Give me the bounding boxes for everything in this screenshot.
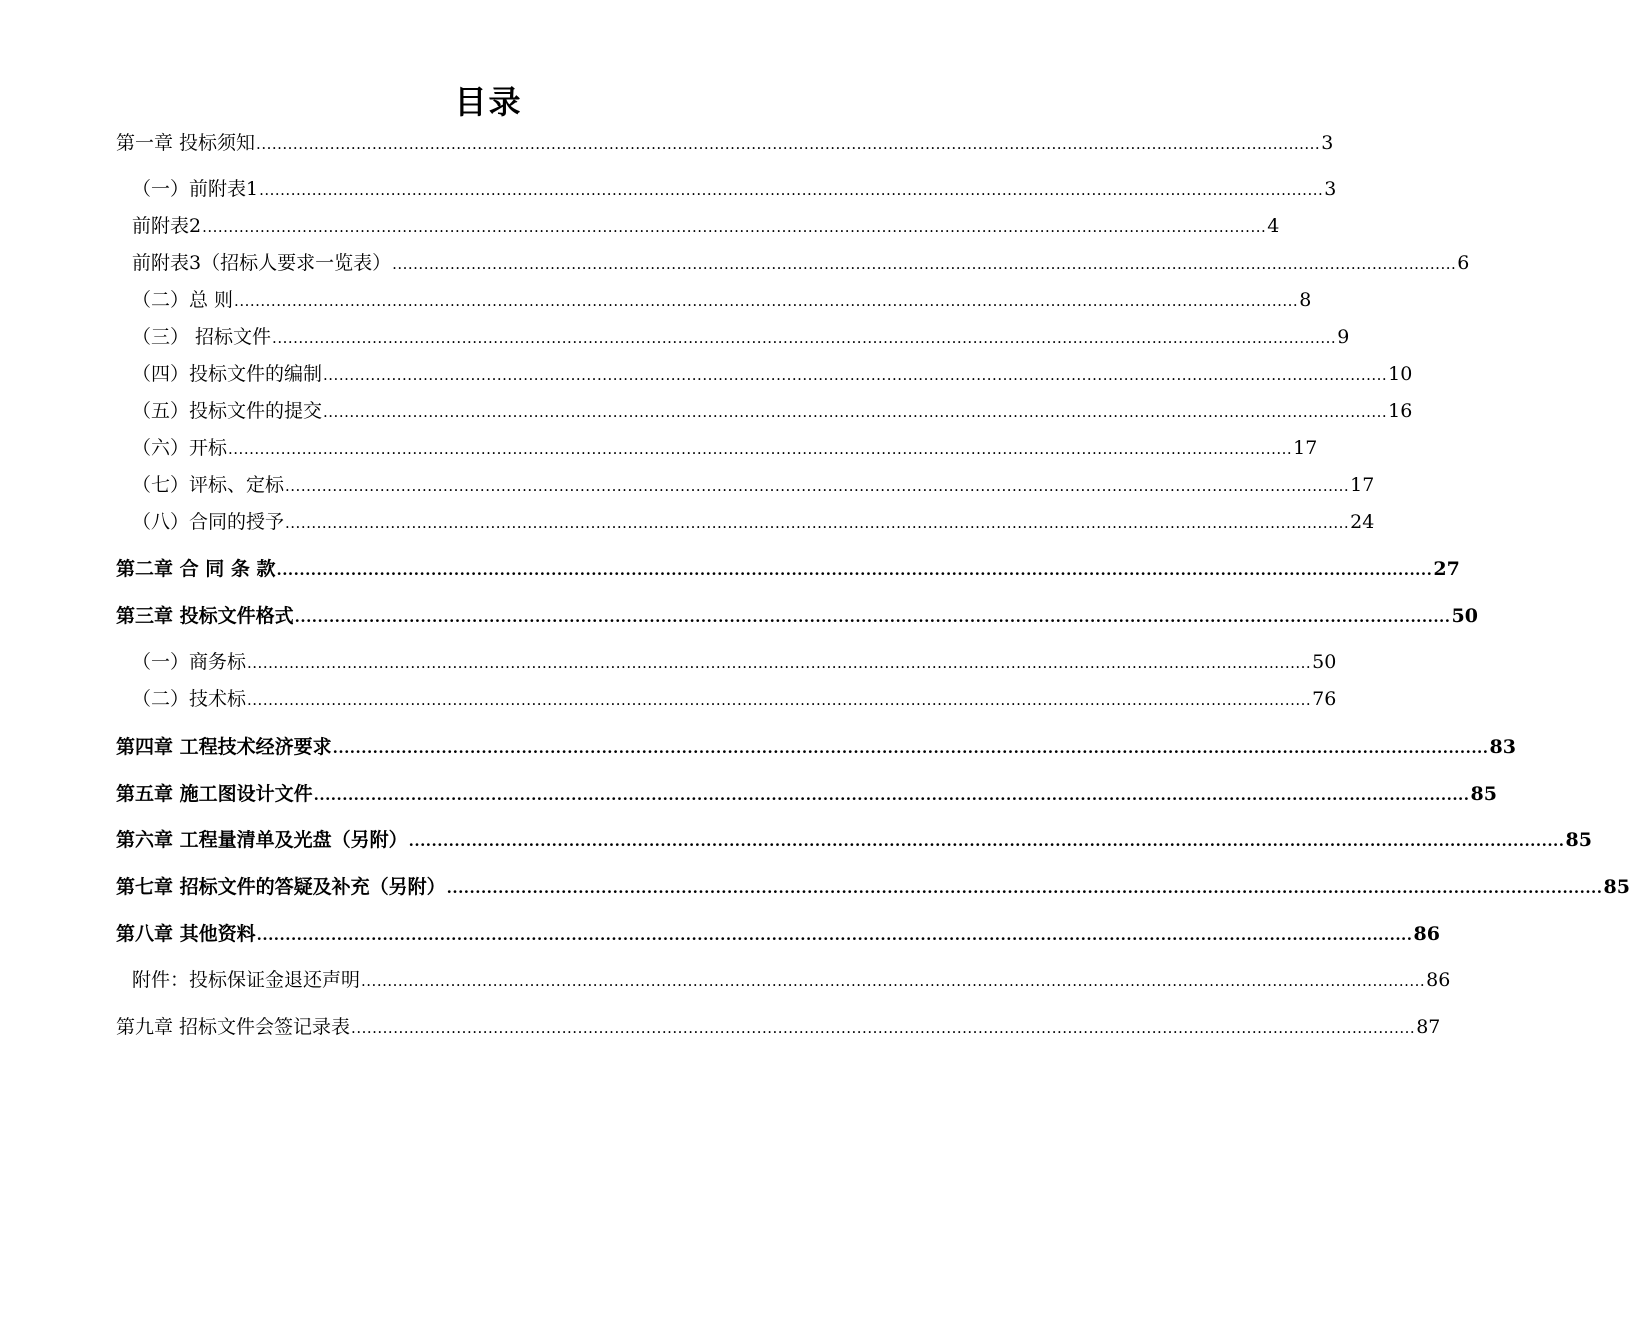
toc-entry-section[interactable]	[132, 647, 1337, 677]
toc-entry-page: 3	[1324, 178, 1337, 200]
dot-leader	[257, 920, 1413, 950]
toc-entry-page: 85	[1565, 829, 1592, 851]
dot-leader	[228, 434, 1292, 464]
toc-entry-chapter-1[interactable]	[116, 128, 1334, 158]
toc-entry-label: 第八章 其他资料	[116, 923, 256, 945]
dot-leader	[285, 471, 1349, 501]
toc-entry-label: （二）技术标	[132, 688, 247, 710]
toc-entry-label: 第五章 施工图设计文件	[116, 783, 313, 805]
toc-entry-label: （五）投标文件的提交	[132, 400, 323, 422]
toc-entry-page: 6	[1457, 252, 1470, 274]
dot-leader	[314, 780, 1470, 810]
toc-entry-chapter-2[interactable]	[116, 554, 1460, 584]
toc-entry-label: 第六章 工程量清单及光盘（另附）	[116, 829, 408, 851]
toc-entry-label: 前附表3（招标人要求一览表）	[132, 252, 392, 274]
toc-entry-chapter-3[interactable]	[116, 601, 1478, 631]
toc-entry-page: 50	[1312, 651, 1337, 673]
toc-entry-label: （二）总 则	[132, 289, 234, 311]
toc-entry-page: 86	[1413, 923, 1440, 945]
dot-leader	[247, 648, 1311, 678]
dot-leader	[351, 1013, 1415, 1043]
toc-entry-page: 87	[1416, 1016, 1441, 1038]
toc-entry-page: 17	[1293, 437, 1318, 459]
toc-entry-label: 前附表2	[132, 215, 202, 237]
toc-entry-section[interactable]	[132, 322, 1350, 352]
toc-entry-section[interactable]	[132, 507, 1375, 537]
dot-leader	[447, 873, 1603, 903]
toc-entry-label: 第三章 投标文件格式	[116, 605, 294, 627]
toc-entry-page: 10	[1388, 363, 1413, 385]
toc-entry-label: 附件：投标保证金退还声明	[132, 969, 361, 991]
toc-title: 目录	[454, 83, 523, 121]
toc-entry-section[interactable]	[132, 211, 1280, 241]
toc-entry-page: 24	[1350, 511, 1375, 533]
toc-entry-chapter-7[interactable]	[116, 872, 1630, 902]
dot-leader	[361, 966, 1425, 996]
dot-leader	[285, 508, 1349, 538]
toc-entry-section[interactable]	[132, 359, 1413, 389]
dot-leader	[323, 360, 1387, 390]
dot-leader	[234, 286, 1298, 316]
toc-entry-page: 85	[1603, 876, 1630, 898]
dot-leader	[276, 555, 1432, 585]
toc-entry-section[interactable]	[132, 174, 1337, 204]
dot-leader	[259, 175, 1323, 205]
toc-entry-section[interactable]	[132, 433, 1318, 463]
toc-entry-label: （四）投标文件的编制	[132, 363, 323, 385]
toc-entry-section[interactable]	[132, 684, 1337, 714]
toc-entry-page: 76	[1312, 688, 1337, 710]
toc-entry-page: 3	[1321, 132, 1334, 154]
toc-entry-chapter-6[interactable]	[116, 825, 1592, 855]
dot-leader	[247, 685, 1311, 715]
toc-entry-appendix[interactable]	[132, 965, 1451, 995]
toc-entry-page: 50	[1451, 605, 1478, 627]
toc-entry-label: （一）商务标	[132, 651, 247, 673]
dot-leader	[392, 249, 1456, 279]
toc-entry-label: （三） 招标文件	[132, 326, 272, 348]
toc-entry-label: 第一章 投标须知	[116, 132, 256, 154]
toc-entry-label: （八）合同的授予	[132, 511, 285, 533]
dot-leader	[409, 826, 1565, 856]
toc-entry-section[interactable]	[132, 396, 1413, 426]
toc-entry-label: 第七章 招标文件的答疑及补充（另附）	[116, 876, 446, 898]
dot-leader	[295, 602, 1451, 632]
toc-entry-label: （一）前附表1	[132, 178, 259, 200]
toc-entry-page: 16	[1388, 400, 1413, 422]
dot-leader	[256, 129, 1320, 159]
dot-leader	[272, 323, 1336, 353]
toc-entry-chapter-8[interactable]	[116, 919, 1440, 949]
toc-entry-section[interactable]	[132, 285, 1312, 315]
toc-entry-chapter-5[interactable]	[116, 779, 1497, 809]
toc-entry-page: 85	[1470, 783, 1497, 805]
toc-entry-page: 27	[1433, 558, 1460, 580]
toc-entry-page: 17	[1350, 474, 1375, 496]
toc-entry-label: （六）开标	[132, 437, 228, 459]
toc-entry-page: 4	[1267, 215, 1280, 237]
dot-leader	[323, 397, 1387, 427]
dot-leader	[333, 733, 1489, 763]
dot-leader	[202, 212, 1266, 242]
toc-entry-page: 86	[1426, 969, 1451, 991]
toc-entry-label: 第九章 招标文件会签记录表	[116, 1016, 351, 1038]
toc-entry-chapter-4[interactable]	[116, 732, 1516, 762]
toc-entry-section[interactable]	[132, 248, 1470, 278]
toc-entry-page: 8	[1299, 289, 1312, 311]
toc-entry-label: 第二章 合 同 条 款	[116, 558, 276, 580]
toc-entry-chapter-9[interactable]	[116, 1012, 1441, 1042]
toc-entry-section[interactable]	[132, 470, 1375, 500]
toc-entry-label: （七）评标、定标	[132, 474, 285, 496]
toc-entry-page: 9	[1337, 326, 1350, 348]
toc-entry-label: 第四章 工程技术经济要求	[116, 736, 332, 758]
toc-entry-page: 83	[1489, 736, 1516, 758]
